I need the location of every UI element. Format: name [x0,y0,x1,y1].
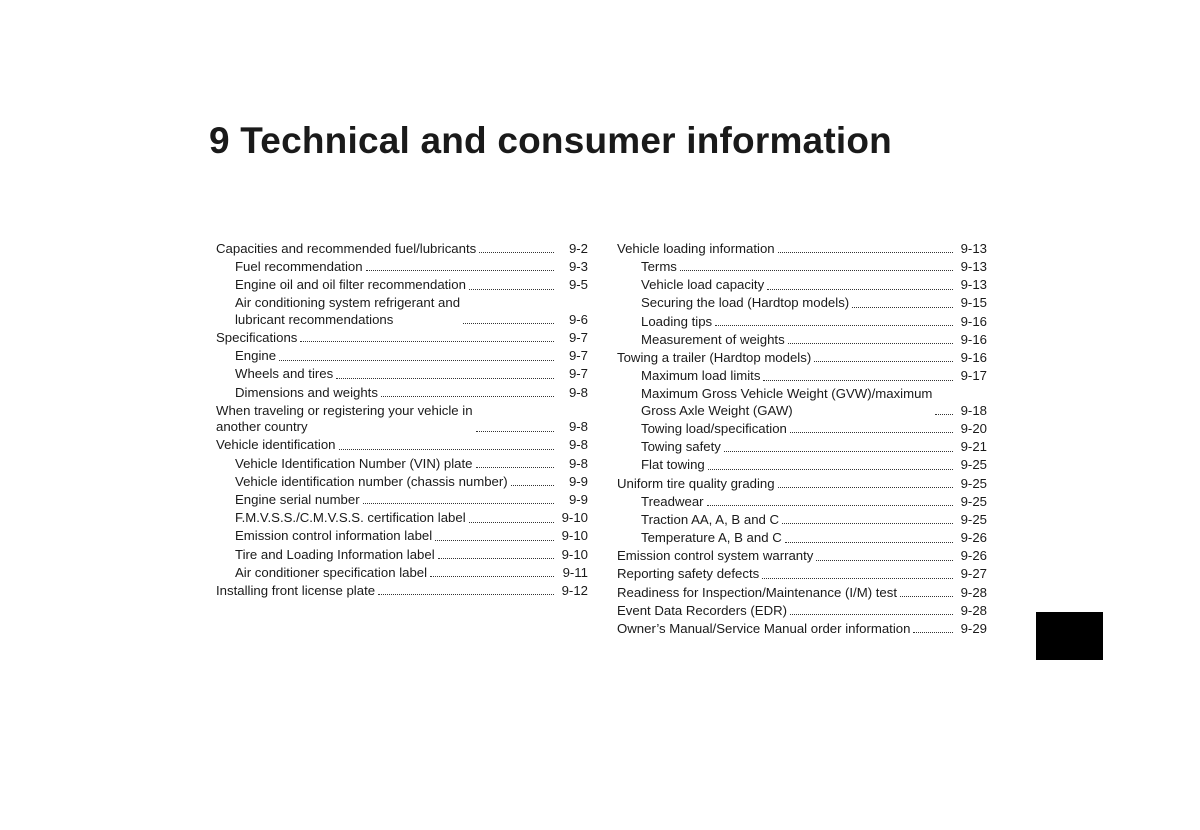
chapter-title: 9 Technical and consumer information [209,120,892,161]
toc-entry-title: Capacities and recommended fuel/lubricants [216,240,477,256]
toc-entry-page: 9-9 [568,473,588,489]
toc-entry[interactable] [617,420,987,438]
toc-entry-page: 9-21 [960,439,987,455]
toc-entry-page: 9-8 [568,384,588,400]
toc-entry-page: 9-10 [561,546,588,562]
dot-leader [767,288,953,290]
dot-leader [724,450,953,452]
toc-entry-title: Towing safety [641,439,721,455]
toc-entry-page: 9-3 [568,259,588,275]
dot-leader [900,595,953,597]
dot-leader [479,251,554,253]
toc-entry-title: Vehicle load capacity [641,277,765,293]
toc-entry-title: Towing a trailer (Hardtop models) [617,350,812,366]
toc-entry-title: Temperature A, B and C [641,530,782,546]
toc-entry-page: 9-9 [568,491,588,507]
toc-entry-page: 9-12 [561,582,588,598]
toc-entry-page: 9-7 [568,330,588,346]
toc-entry-page: 9-28 [960,584,987,600]
toc-entry-page: 9-5 [568,277,588,293]
toc-entry-title: Terms [641,259,677,275]
toc-entry[interactable] [617,295,987,313]
toc-entry[interactable] [617,313,987,331]
chapter-tab-marker [1036,612,1103,660]
toc-entry-page: 9-8 [568,437,588,453]
toc-entry-title: Vehicle loading information [617,240,775,256]
toc-entry-page: 9-16 [960,331,987,347]
toc-entry[interactable] [216,366,588,384]
toc-entry-page: 9-20 [960,420,987,436]
dot-leader [762,577,953,579]
toc-entry[interactable] [216,509,588,527]
toc-entry[interactable] [216,473,588,491]
dot-leader [778,251,953,253]
toc-entry-title: Traction AA, A, B and C [641,511,780,527]
dot-leader [430,575,554,577]
toc-entry-page: 9-7 [568,366,588,382]
toc-entry-title: When traveling or registering your vehicle in another country [216,402,473,435]
toc-entry-page: 9-2 [568,240,588,256]
dot-leader [336,377,554,379]
toc-entry-page: 9-13 [960,240,987,256]
toc-entry[interactable] [617,331,987,349]
toc-entry-title: Towing load/specification [641,420,787,436]
dot-leader [511,484,554,486]
toc-entry[interactable] [216,546,588,564]
toc-entry-page: 9-15 [960,295,987,311]
toc-entry-title: Tire and Loading Information label [235,546,435,562]
dot-leader [680,269,953,271]
toc-entry-page: 9-13 [960,277,987,293]
toc-entry[interactable] [216,402,588,437]
toc-entry-page: 9-25 [960,493,987,509]
toc-entry[interactable] [617,438,987,456]
dot-leader [935,413,953,415]
toc-entry-page: 9-27 [960,566,987,582]
toc-entry-page: 9-26 [960,530,987,546]
dot-leader [476,466,555,468]
toc-entry[interactable] [617,475,987,493]
toc-entry-title: Loading tips [641,313,713,329]
dot-leader [438,557,554,559]
dot-leader [469,521,554,523]
toc-entry[interactable] [216,582,588,600]
toc-entry[interactable] [617,240,987,258]
toc-entry[interactable] [216,455,588,473]
toc-entry-page: 9-16 [960,350,987,366]
toc-entry-title: Securing the load (Hardtop models) [641,295,850,311]
toc-left-column [216,240,588,600]
toc-entry-title: Fuel recommendation [235,259,363,275]
toc-entry-title: Engine oil and oil filter recommendation [235,277,466,293]
toc-entry[interactable] [617,367,987,385]
toc-entry-page: 9-13 [960,259,987,275]
toc-entry-title: F.M.V.S.S./C.M.V.S.S. certification label [235,510,466,526]
toc-entry-title: Dimensions and weights [235,384,378,400]
dot-leader [476,430,554,432]
toc-entry-title: Treadwear [641,493,704,509]
toc-entry-title: Engine [235,348,277,364]
toc-entry-title: Air conditioning system refrigerant and lubricant recommendations [235,295,461,327]
toc-entry-title: Uniform tire quality grading [617,475,775,491]
toc-entry-title: Vehicle identification [216,437,336,453]
toc-entry-title: Flat towing [641,457,705,473]
toc-entry[interactable] [216,258,588,276]
dot-leader [778,486,953,488]
dot-leader [300,340,554,342]
toc-entry[interactable] [216,437,588,455]
toc-entry[interactable] [617,386,987,421]
toc-entry[interactable] [617,456,987,474]
dot-leader [381,395,554,397]
toc-entry-title: Maximum Gross Vehicle Weight (GVW)/maximum Gross Axle Weight (GAW) [641,386,933,418]
toc-entry[interactable] [617,511,987,529]
dot-leader [366,269,554,271]
toc-entry-page: 9-7 [568,348,588,364]
dot-leader [782,522,953,524]
toc-entry-title: Air conditioner specification label [235,564,428,580]
toc-entry-page: 9-10 [561,528,588,544]
toc-entry[interactable] [617,620,987,638]
toc-entry-title: Vehicle Identification Number (VIN) plate [235,455,473,471]
toc-entry[interactable] [216,329,588,347]
toc-entry[interactable] [617,258,987,276]
toc-entry[interactable] [216,491,588,509]
dot-leader [852,306,953,308]
toc-entry[interactable] [617,493,987,511]
toc-entry-page: 9-16 [960,313,987,329]
toc-entry[interactable] [216,527,588,545]
dot-leader [469,288,554,290]
toc-entry[interactable] [216,564,588,582]
toc-entry[interactable] [216,295,588,330]
toc-entry-page: 9-6 [568,311,588,327]
toc-entry[interactable] [617,584,987,602]
toc-entry[interactable] [216,276,588,294]
toc-entry-title: Emission control system warranty [617,548,814,564]
toc-entry-title: Specifications [216,330,298,346]
dot-leader [339,448,555,450]
toc-entry-page: 9-26 [960,548,987,564]
toc-entry-title: Measurement of weights [641,331,785,347]
toc-entry-page: 9-8 [568,455,588,471]
toc-entry-page: 9-18 [960,402,987,418]
dot-leader [378,593,554,595]
toc-entry-title: Reporting safety defects [617,566,760,582]
dot-leader [763,379,953,381]
toc-entry-title: Maximum load limits [641,368,761,384]
dot-leader [790,431,953,433]
dot-leader [363,502,554,504]
toc-entry[interactable] [617,602,987,620]
toc-right-column [617,240,987,638]
toc-entry[interactable] [617,547,987,565]
toc-entry[interactable] [617,529,987,547]
toc-entry[interactable] [216,240,588,258]
dot-leader [708,468,953,470]
dot-leader [816,559,953,561]
toc-entry-title: Emission control information label [235,528,433,544]
dot-leader [715,324,953,326]
toc-entry-page: 9-17 [960,368,987,384]
toc-entry-title: Event Data Recorders (EDR) [617,602,788,618]
dot-leader [279,359,554,361]
toc-entry-title: Readiness for Inspection/Maintenance (I/M) test [617,584,898,600]
dot-leader [707,504,953,506]
dot-leader [435,539,554,541]
toc-entry-page: 9-28 [960,602,987,618]
dot-leader [790,613,953,615]
dot-leader [785,541,953,543]
toc-entry-page: 9-10 [561,510,588,526]
toc-entry[interactable] [216,347,588,365]
toc-entry-page: 9-8 [568,419,588,435]
toc-entry-title: Engine serial number [235,491,360,507]
toc-entry-page: 9-25 [960,457,987,473]
toc-entry-page: 9-11 [562,564,588,580]
toc-entry[interactable] [617,566,987,584]
toc-entry-title: Vehicle identification number (chassis number) [235,473,508,489]
toc-entry-page: 9-25 [960,511,987,527]
dot-leader [463,322,554,324]
toc-entry-title: Owner’s Manual/Service Manual order information [617,621,911,637]
toc-entry[interactable] [617,349,987,367]
toc-entry-title: Wheels and tires [235,366,334,382]
dot-leader [788,342,953,344]
toc-entry-page: 9-25 [960,475,987,491]
dot-leader [913,631,953,633]
toc-entry[interactable] [216,384,588,402]
toc-entry-page: 9-29 [960,621,987,637]
toc-entry[interactable] [617,276,987,294]
toc-entry-title: Installing front license plate [216,582,376,598]
dot-leader [814,360,953,362]
